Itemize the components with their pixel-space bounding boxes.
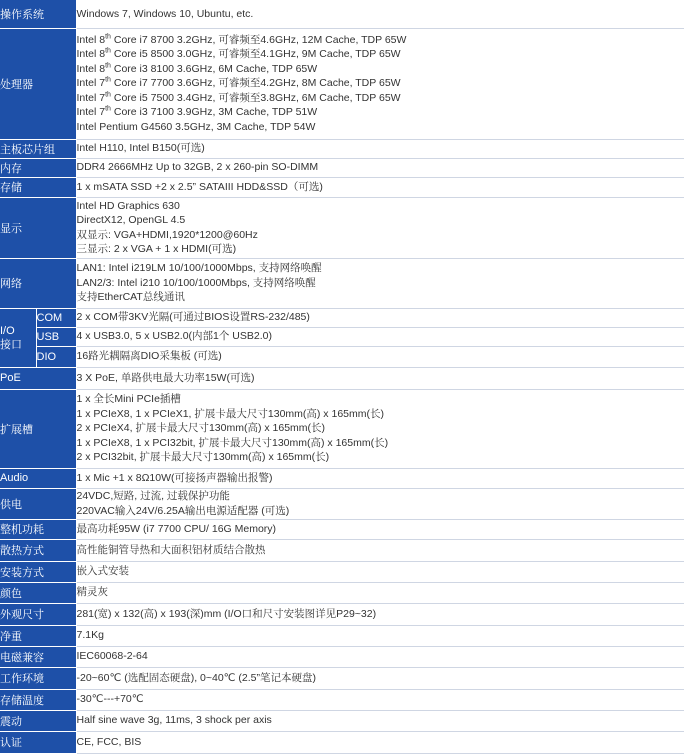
row-label: 安装方式 (0, 561, 76, 582)
expansion-line: 1 x PCIeX8, 1 x PCIeX1, 扩展卡最大尺寸130mm(高) x 165mm(长) (77, 407, 684, 422)
expansion-line: 2 x PCIeX4, 扩展卡最大尺寸130mm(高) x 165mm(长) (77, 421, 684, 436)
row-chipset (0, 139, 684, 158)
row-value: 16路光耦隔离DIO采集板 (可选) (76, 346, 684, 367)
network-line: 支持EtherCAT总线通讯 (77, 290, 684, 305)
row-value: 7.1Kg (76, 625, 684, 646)
expansion-line: 1 x PCIeX8, 1 x PCI32bit, 扩展卡最大尺寸130mm(高) x 165mm(长) (77, 436, 684, 451)
power-line: 220VAC输入24V/6.25A输出电源适配器 (可选) (77, 504, 684, 519)
row-value: 1 x Mic +1 x 8Ω10W(可接扬声器输出报警) (76, 468, 684, 488)
row-dimensions (0, 603, 684, 625)
cpu-line: Intel 7th Core i7 7700 3.6GHz, 可睿频至4.2GHz, 8M Cache, TDP 65W (77, 76, 684, 91)
row-value: 最高功耗95W (i7 7700 CPU/ 16G Memory) (76, 519, 684, 539)
row-label: 存储 (0, 177, 76, 197)
io-sub-label-usb: USB (36, 327, 76, 346)
row-value: Windows 7, Windows 10, Ubuntu, etc. (76, 0, 684, 28)
row-power (0, 488, 684, 519)
row-display (0, 197, 684, 258)
row-label: 颜色 (0, 582, 76, 603)
row-vibration (0, 710, 684, 731)
row-label: 处理器 (0, 28, 76, 139)
power-line: 24VDC,短路, 过流, 过载保护功能 (77, 489, 684, 504)
row-value: 4 x USB3.0, 5 x USB2.0(内部1个 USB2.0) (76, 327, 684, 346)
row-certification (0, 731, 684, 753)
row-color (0, 582, 684, 603)
display-line: 双显示: VGA+HDMI,1920*1200@60Hz (77, 228, 684, 243)
row-network (0, 258, 684, 308)
row-label: PoE (0, 367, 76, 389)
network-line: LAN1: Intel i219LM 10/100/1000Mbps, 支持网络唤醒 (77, 261, 684, 276)
row-label: 供电 (0, 488, 76, 519)
row-value-lines (76, 488, 684, 519)
row-storage (0, 177, 684, 197)
row-value: 2 x COM带3KV光隔(可通过BIOS设置RS-232/485) (76, 308, 684, 327)
row-operating-env (0, 667, 684, 689)
row-label: 操作系统 (0, 0, 76, 28)
cpu-line: Intel 8th Core i7 8700 3.2GHz, 可睿频至4.6GHz, 12M Cache, TDP 65W (77, 33, 684, 48)
row-emc (0, 646, 684, 667)
row-label: Audio (0, 468, 76, 488)
row-value-lines (76, 389, 684, 468)
expansion-line: 1 x 全长Mini PCIe插槽 (77, 392, 684, 407)
row-label: 内存 (0, 158, 76, 177)
row-memory (0, 158, 684, 177)
row-value: 精灵灰 (76, 582, 684, 603)
row-value: 高性能铜管导热和大面积铝材质结合散热 (76, 539, 684, 561)
row-label: 外观尺寸 (0, 603, 76, 625)
display-line: DirectX12, OpenGL 4.5 (77, 213, 684, 228)
row-value: DDR4 2666MHz Up to 32GB, 2 x 260-pin SO-DIMM (76, 158, 684, 177)
row-label: 净重 (0, 625, 76, 646)
io-label: I/O 接口 (0, 308, 36, 367)
row-consumption (0, 519, 684, 539)
row-poe (0, 367, 684, 389)
display-line: Intel HD Graphics 630 (77, 199, 684, 214)
row-label: 电磁兼容 (0, 646, 76, 667)
row-value: -30℃---+70℃ (76, 689, 684, 710)
row-expansion (0, 389, 684, 468)
row-value: CE, FCC, BIS (76, 731, 684, 753)
cpu-line: Intel 7th Core i5 7500 3.4GHz, 可睿频至3.8GHz, 6M Cache, TDP 65W (77, 91, 684, 106)
row-value-lines (76, 197, 684, 258)
row-cpu (0, 28, 684, 139)
row-value: 3 X PoE, 单路供电最大功率15W(可选) (76, 367, 684, 389)
io-sub-label-com: COM (36, 308, 76, 327)
row-io-dio (0, 346, 684, 367)
cpu-line: Intel 8th Core i5 8500 3.0GHz, 可睿频至4.1GHz, 9M Cache, TDP 65W (77, 47, 684, 62)
row-label: 散热方式 (0, 539, 76, 561)
display-line: 三显示: 2 x VGA + 1 x HDMI(可选) (77, 242, 684, 257)
row-value: 嵌入式安装 (76, 561, 684, 582)
row-weight (0, 625, 684, 646)
row-audio (0, 468, 684, 488)
row-cooling (0, 539, 684, 561)
row-io-usb (0, 327, 684, 346)
row-value: IEC60068-2-64 (76, 646, 684, 667)
row-value: 281(宽) x 132(高) x 193(深)mm (I/O口和尺寸安装图详见P29~32) (76, 603, 684, 625)
row-label: 震动 (0, 710, 76, 731)
row-value-lines (76, 258, 684, 308)
row-label: 主板芯片组 (0, 139, 76, 158)
row-value: Half sine wave 3g, 11ms, 3 shock per axis (76, 710, 684, 731)
row-value: Intel H110, Intel B150(可选) (76, 139, 684, 158)
row-mounting (0, 561, 684, 582)
expansion-line: 2 x PCI32bit, 扩展卡最大尺寸130mm(高) x 165mm(长) (77, 450, 684, 465)
row-value: 1 x mSATA SSD +2 x 2.5” SATAIII HDD&SSD（可选) (76, 177, 684, 197)
row-storage-temp (0, 689, 684, 710)
row-os (0, 0, 684, 28)
row-label: 扩展槽 (0, 389, 76, 468)
cpu-line: Intel Pentium G4560 3.5GHz, 3M Cache, TDP 54W (77, 120, 684, 135)
cpu-line: Intel 7th Core i3 7100 3.9GHz, 3M Cache, TDP 51W (77, 105, 684, 120)
row-io-com (0, 308, 684, 327)
cpu-line: Intel 8th Core i3 8100 3.6GHz, 6M Cache, TDP 65W (77, 62, 684, 77)
row-label: 认证 (0, 731, 76, 753)
row-label: 网络 (0, 258, 76, 308)
io-sub-label-dio: DIO (36, 346, 76, 367)
row-label: 显示 (0, 197, 76, 258)
row-label: 存储温度 (0, 689, 76, 710)
row-value-lines (76, 28, 684, 139)
row-label: 工作环境 (0, 667, 76, 689)
row-label: 整机功耗 (0, 519, 76, 539)
row-value: -20~60℃ (选配固态硬盘), 0~40℃ (2.5”笔记本硬盘) (76, 667, 684, 689)
network-line: LAN2/3: Intel i210 10/100/1000Mbps, 支持网络唤醒 (77, 276, 684, 291)
